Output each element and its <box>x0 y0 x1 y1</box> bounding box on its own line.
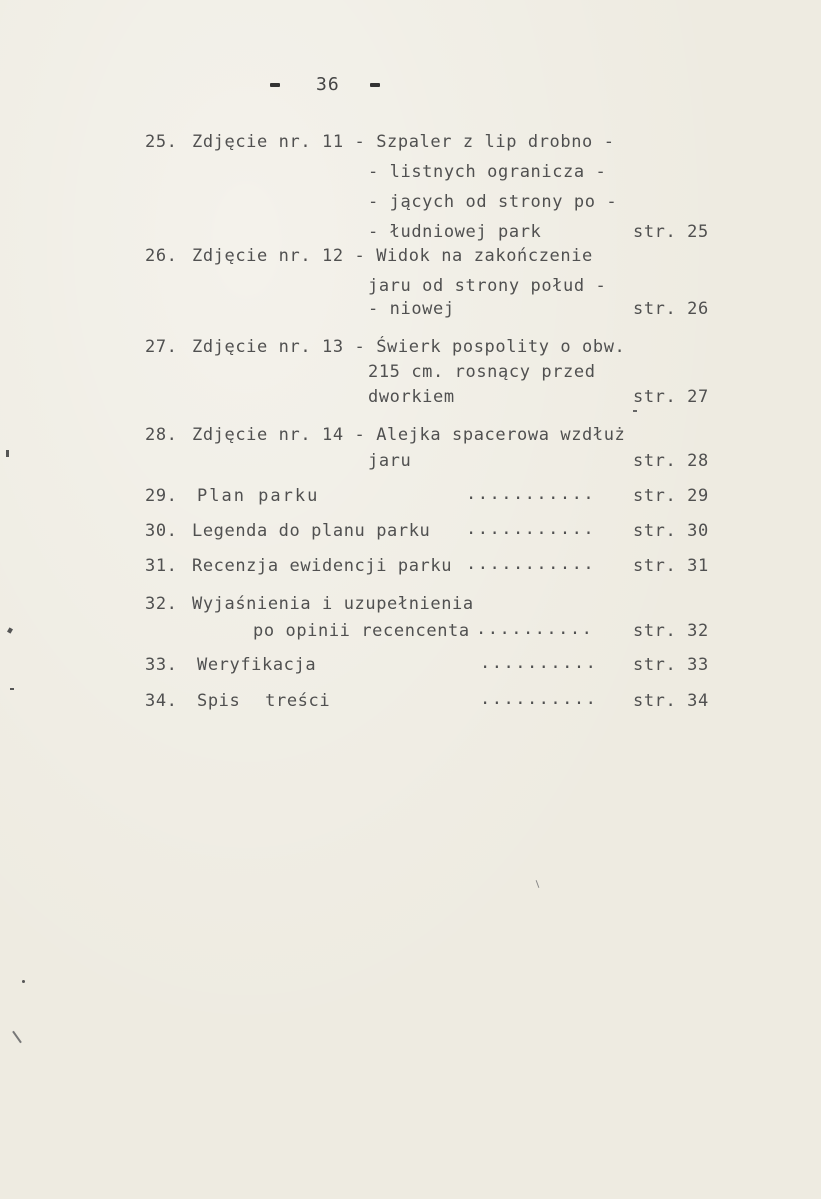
entry-page: str. 33 <box>633 655 709 675</box>
entry-continuation: 215 cm. rosnący przed <box>368 362 596 382</box>
entry-title: Plan parku <box>197 486 320 506</box>
entry-number: 29. <box>145 486 178 506</box>
entry-number: 33. <box>145 655 178 675</box>
entry-continuation: - łudniowej park <box>368 222 542 242</box>
leader-dots: .......... <box>480 653 598 673</box>
leader-dots: .......... <box>480 689 598 709</box>
entry-page: str. 27 <box>633 387 709 407</box>
leader-dots: ........... <box>466 484 596 504</box>
entry-title: Zdjęcie nr. 14 - Alejka spacerowa wzdłuż <box>192 425 626 445</box>
entry-title: Zdjęcie nr. 13 - Świerk pospolity o obw. <box>192 337 626 357</box>
entry-page: str. 31 <box>633 556 709 576</box>
entry-page: str. 28 <box>633 451 709 471</box>
entry-title: Legenda do planu parku <box>192 521 431 541</box>
entry-title: Weryfikacja <box>197 655 317 675</box>
entry-number: 32. <box>145 594 178 614</box>
entry-title: Wyjaśnienia i uzupełnienia <box>192 594 474 614</box>
page-number <box>270 74 380 95</box>
entry-continuation: - jących od strony po - <box>368 192 618 212</box>
entry-continuation: jaru <box>368 451 412 471</box>
entry-continuation: dworkiem <box>368 387 455 407</box>
entry-number: 30. <box>145 521 178 541</box>
entry-page: str. 25 <box>633 222 709 242</box>
stray-mark <box>6 450 9 457</box>
leader-dots: ........... <box>466 554 596 574</box>
entry-continuation: po opinii recencenta <box>253 621 470 641</box>
entry-number: 25. <box>145 132 178 152</box>
entry-page: str. 34 <box>633 691 709 711</box>
entry-number: 31. <box>145 556 178 576</box>
entry-continuation: - listnych ogranicza - <box>368 162 607 182</box>
leader-dots: ........... <box>466 519 596 539</box>
stray-mark <box>7 627 13 633</box>
page-number-value: 36 <box>316 74 340 95</box>
stray-mark <box>22 980 25 983</box>
dash-left <box>270 83 280 87</box>
stray-mark <box>536 880 540 888</box>
entry-page: str. 26 <box>633 299 709 319</box>
leader-dots: .......... <box>476 619 594 639</box>
entry-page: str. 29 <box>633 486 709 506</box>
entry-continuation: - niowej <box>368 299 455 319</box>
entry-title: Recenzja ewidencji parku <box>192 556 453 576</box>
entry-title: Spis treści <box>197 691 331 711</box>
entry-page: str. 30 <box>633 521 709 541</box>
entry-title: Zdjęcie nr. 12 - Widok na zakończenie <box>192 246 593 266</box>
entry-page: str. 32 <box>633 621 709 641</box>
stray-mark <box>12 1031 22 1044</box>
entry-number: 26. <box>145 246 178 266</box>
entry-title: Zdjęcie nr. 11 - Szpaler z lip drobno - <box>192 132 615 152</box>
entry-continuation: jaru od strony połud - <box>368 276 607 296</box>
dash-right <box>370 83 380 87</box>
stray-mark <box>10 688 14 690</box>
entry-number: 34. <box>145 691 178 711</box>
entry-number: 27. <box>145 337 178 357</box>
entry-number: 28. <box>145 425 178 445</box>
stray-mark <box>633 410 637 412</box>
